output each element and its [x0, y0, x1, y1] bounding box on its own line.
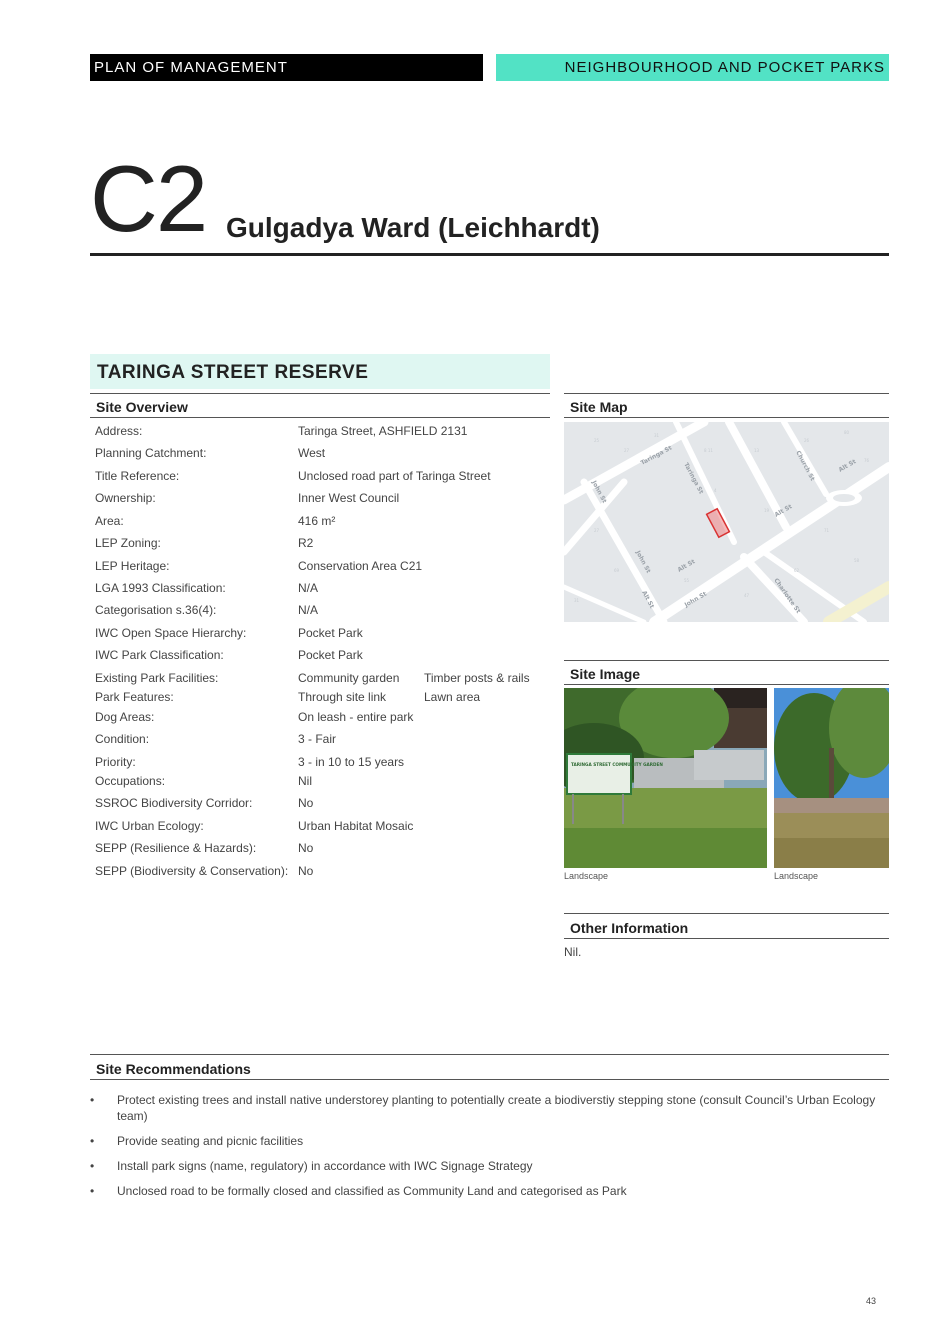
- svg-text:26: 26: [804, 438, 810, 443]
- garden-sign-text: TARINGA STREET COMMUNITY GARDEN: [571, 762, 663, 767]
- overview-row-condition: [95, 732, 550, 750]
- overview-row-sepp-biodiversity: [95, 864, 550, 882]
- row-label: Condition:: [95, 732, 150, 746]
- image-top-rule: [564, 660, 889, 661]
- overview-row-ownership: [95, 491, 550, 509]
- overview-row-urban-ecology: [95, 819, 550, 837]
- svg-text:55: 55: [684, 578, 690, 583]
- row-label: Dog Areas:: [95, 710, 155, 724]
- row-label: Address:: [95, 424, 143, 438]
- row-label: LEP Zoning:: [95, 536, 161, 550]
- other-info-top-rule: [564, 913, 889, 914]
- site-map[interactable]: [564, 422, 889, 622]
- row-value: Pocket Park: [298, 626, 363, 640]
- svg-text:58: 58: [854, 558, 860, 563]
- overview-row-planning-catchment: [95, 446, 550, 464]
- site-photo-garden: [564, 688, 767, 868]
- site-photo-lawn: [774, 688, 889, 868]
- row-value: R2: [298, 536, 314, 550]
- map-top-rule: [564, 393, 889, 394]
- photo-caption-2: Landscape: [774, 871, 819, 881]
- street-label: Alt St: [773, 503, 794, 519]
- site-image-heading: Site Image: [570, 666, 641, 682]
- svg-text:62: 62: [794, 568, 800, 573]
- svg-text:31: 31: [574, 598, 580, 603]
- row-value: Community garden: [298, 671, 400, 685]
- svg-text:71: 71: [824, 528, 830, 533]
- row-value: Unclosed road part of Taringa Street: [298, 469, 491, 483]
- street-label: John St: [683, 590, 708, 609]
- recommendation-text: Unclosed road to be formally closed and classified as Community Land and categorised as Park: [117, 1184, 627, 1198]
- street-label: Alt St: [640, 589, 656, 610]
- row-label: IWC Open Space Hierarchy:: [95, 626, 247, 640]
- photo-caption-1: Landscape: [564, 871, 609, 881]
- row-label: IWC Urban Ecology:: [95, 819, 204, 833]
- row-value-secondary: Timber posts & rails: [424, 671, 530, 685]
- overview-row-lep-zoning: [95, 536, 550, 554]
- svg-text:27: 27: [624, 448, 630, 453]
- overview-row-dog-areas: [95, 710, 550, 728]
- row-label: SSROC Biodiversity Corridor:: [95, 796, 253, 810]
- svg-text:47: 47: [744, 593, 750, 598]
- row-value: Taringa Street, ASHFIELD 2131: [298, 424, 468, 438]
- recommendation-text: Protect existing trees and install native understorey planting to potentially create a biodiverstiy stepping stone (consult Council’s Urban Ecology team): [117, 1093, 876, 1123]
- street-label: Church St: [794, 449, 816, 483]
- street-label: Alt St: [837, 458, 858, 474]
- row-value: Pocket Park: [298, 648, 363, 662]
- row-label: Existing Park Facilities:: [95, 671, 219, 685]
- street-label: Taringa St: [639, 444, 674, 467]
- site-map-heading: Site Map: [570, 399, 628, 415]
- row-value: Urban Habitat Mosaic: [298, 819, 414, 833]
- row-label: Title Reference:: [95, 469, 180, 483]
- row-value: No: [298, 864, 314, 878]
- overview-row-sepp-resilience: [95, 841, 550, 859]
- row-value: No: [298, 796, 314, 810]
- overview-row-open-space-hierarchy: [95, 626, 550, 644]
- svg-text:19: 19: [764, 508, 770, 513]
- recommendation-text: Provide seating and picnic facilities: [117, 1134, 304, 1148]
- svg-text:80: 80: [844, 430, 850, 435]
- overview-row-categorisation: [95, 603, 550, 621]
- site-overview-heading: Site Overview: [96, 399, 188, 415]
- row-label: LEP Heritage:: [95, 559, 170, 573]
- header-section-title: NEIGHBOURHOOD AND POCKET PARKS: [496, 54, 889, 81]
- row-label: Ownership:: [95, 491, 156, 505]
- bullet: •: [90, 1184, 95, 1198]
- row-value: 3 - Fair: [298, 732, 337, 746]
- overview-row-park-features: [95, 690, 550, 708]
- svg-text:76: 76: [864, 458, 870, 463]
- reserve-name: TARINGA STREET RESERVE: [97, 362, 369, 383]
- map-bottom-rule: [564, 417, 889, 418]
- street-label: John St: [634, 549, 652, 575]
- row-label: SEPP (Resilience & Hazards):: [95, 841, 257, 855]
- row-value: N/A: [298, 603, 319, 617]
- overview-row-biodiversity-corridor: [95, 796, 550, 814]
- row-value: Inner West Council: [298, 491, 400, 505]
- title-divider: [90, 253, 889, 256]
- bullet: •: [90, 1134, 95, 1148]
- row-value: Conservation Area C21: [298, 559, 423, 573]
- header-plan-of-management: PLAN OF MANAGEMENT: [90, 54, 483, 81]
- row-value: 416 m²: [298, 514, 336, 528]
- street-label: Taringa St: [682, 461, 705, 496]
- overview-row-title-reference: [95, 469, 550, 487]
- svg-text:25: 25: [594, 438, 600, 443]
- row-label: Planning Catchment:: [95, 446, 207, 460]
- overview-row-park-facilities: [95, 671, 550, 689]
- overview-row-priority: [95, 755, 550, 773]
- recommendations-top-rule: [90, 1054, 889, 1055]
- other-info-heading: Other Information: [570, 920, 689, 936]
- row-value-secondary: Lawn area: [424, 690, 481, 704]
- overview-top-rule: [90, 393, 550, 394]
- row-label: Area:: [95, 514, 124, 528]
- row-label: LGA 1993 Classification:: [95, 581, 226, 595]
- svg-text:27: 27: [594, 528, 600, 533]
- section-code: C2: [90, 146, 207, 251]
- overview-row-area: [95, 514, 550, 532]
- street-label: Charlotte St: [772, 577, 802, 615]
- other-info-bottom-rule: [564, 938, 889, 939]
- page-number: 43: [866, 1296, 877, 1306]
- site-map-graphic: [564, 422, 889, 622]
- row-label: SEPP (Biodiversity & Conservation):: [95, 864, 289, 878]
- row-value: No: [298, 841, 314, 855]
- row-value: West: [298, 446, 326, 460]
- row-value: N/A: [298, 581, 319, 595]
- row-label: Occupations:: [95, 774, 166, 788]
- recommendations-bottom-rule: [90, 1079, 889, 1080]
- street-label: John St: [590, 479, 608, 505]
- row-value: 3 - in 10 to 15 years: [298, 755, 405, 769]
- bullet: •: [90, 1159, 95, 1173]
- overview-row-park-classification: [95, 648, 550, 666]
- svg-text:4: 4: [714, 488, 717, 493]
- row-label: Categorisation s.36(4):: [95, 603, 217, 617]
- overview-row-lga-classification: [95, 581, 550, 599]
- row-label: Park Features:: [95, 690, 174, 704]
- overview-row-address: [95, 424, 550, 442]
- street-label: Alt St: [676, 558, 697, 574]
- ward-title: Gulgadya Ward (Leichhardt): [226, 212, 600, 243]
- other-info-text: Nil.: [564, 945, 582, 959]
- svg-text:69: 69: [614, 568, 620, 573]
- overview-bottom-rule: [90, 417, 550, 418]
- svg-text:8 11: 8 11: [704, 448, 713, 453]
- overview-row-lep-heritage: [95, 559, 550, 577]
- row-label: IWC Park Classification:: [95, 648, 224, 662]
- row-label: Priority:: [95, 755, 136, 769]
- recommendations-heading: Site Recommendations: [96, 1061, 251, 1077]
- row-value: Nil: [298, 774, 312, 788]
- overview-row-occupations: [95, 774, 550, 792]
- row-value: Through site link: [298, 690, 387, 704]
- image-bottom-rule: [564, 684, 889, 685]
- recommendation-text: Install park signs (name, regulatory) in accordance with IWC Signage Strategy: [117, 1159, 533, 1173]
- svg-text:13: 13: [754, 448, 760, 453]
- bullet: •: [90, 1093, 95, 1107]
- row-value: On leash - entire park: [298, 710, 414, 724]
- svg-text:31: 31: [654, 433, 660, 438]
